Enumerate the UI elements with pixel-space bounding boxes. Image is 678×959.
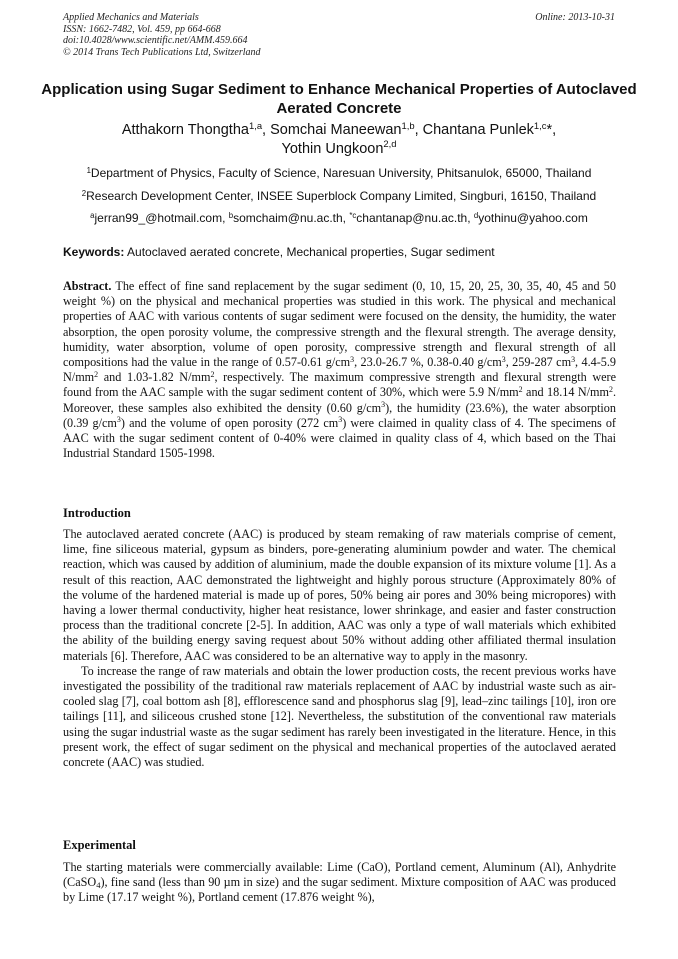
corresponding-mark: *, [546,122,557,138]
abstract-text: and 1.03-1.82 N/mm [98,370,211,385]
paragraph-text: The starting materials were commercially available: Lime (CaO), Portland cement, Aluminum (Al), Anhydrite (CaSO [63,860,616,890]
affiliation-text: Research Development Center, INSEE Superblock Company Limited, Singburi, 16150, Thailand [86,189,597,203]
email-link[interactable]: chantanap@nu.ac.th, [356,211,474,225]
keywords-text: Autoclaved aerated concrete, Mechanical properties, Sugar sediment [124,245,495,259]
abstract-text: , 23.0-26.7 %, 0.38-0.40 g/cm [354,355,502,370]
abstract-text: ), the humidity (23.6%), the water absorption (0.39 g/cm [63,400,616,430]
affiliation-1 [30,166,648,181]
superscript: 2 [94,369,99,379]
online-date: Online: 2013-10-31 [535,12,615,23]
issn-line: ISSN: 1662-7482, Vol. 459, pp 664-668 [63,23,221,35]
email-sup: a [90,210,95,220]
author-sup: 1,a [248,119,263,131]
abstract-text: , respectively. The maximum compressive strength and flexural strength were found from the AAC sample with the sugar sediment content of 30%, which were 5.9 N/mm [63,370,616,400]
email-sup: *c [349,210,357,220]
subscript: 4 [96,880,101,891]
author-sep: , [414,122,423,138]
author-name: Yothin Ungkoon [281,140,384,157]
experimental-body [63,860,616,906]
author-name: Somchai Maneewan [270,122,402,138]
abstract-text: ) were claimed in quality class of 4. The specimens of AAC with the sugar sediment content of 0-40% were claimed in quality class of 4, which based on the Thai Industrial Standard 1505-1998. [63,415,616,461]
author-sup: 1,c [533,119,547,131]
email-link[interactable]: jerran99_@hotmail.com, [94,211,229,225]
author-sep: , [262,122,271,138]
abstract-label: Abstract. [63,279,112,293]
introduction-body [63,527,616,770]
abstract [63,279,616,461]
abstract-text: The effect of fine sand replacement by the sugar sediment (0, 10, 15, 20, 25, 30, 35, 40, 45 and 50 weight %) on the physical and mechanical properties was studied in this work. The physical and mechanical properties of AAC with various contents of sugar sediment were focused on the density, the humidity, the water absorption, the open porosity volume, the compressive strength and the flexural strength. The average density, humidity, water absorption, volume of open porosity, compressive strength and flexural strength of all compositions had the value in the range of 0.57-0.61 g/cm [63,279,616,370]
email-link[interactable]: somchaim@nu.ac.th, [233,211,350,225]
doi-line[interactable]: doi:10.4028/www.scientific.net/AMM.459.664 [63,35,248,46]
email-sup: b [228,210,234,220]
superscript: 2 [210,369,215,379]
author-sup: 2,d [383,138,397,150]
affiliation-2 [30,189,648,204]
affiliation-num: 2 [81,188,87,198]
paragraph-text: ), fine sand (less than 90 µm in size) and the sugar sediment. Mixture composition of AAC was produced by Lime (17.17 weight %), Portland cement (17.876 weight %), [63,875,616,905]
keywords [63,245,618,260]
author-sup: 1,b [401,119,415,131]
paragraph: The autoclaved aerated concrete (AAC) is produced by steam remaking of raw materials comprise of cement, lime, fine siliceous material, gypsum as binders, pore-generating aluminium powder and water. The chemical reaction, which was caused by addition of aluminium, made the double expansion of its mixture volume [1]. As a result of this reaction, AAC demonstrated the lightweight and highly porous structure (Approximately 80% of the volume of the hardened material is made up of pores, 50% being air pores and 30% being micropores) with having a lower thermal conductivity, higher heat resistance, lower shrinkage, and easier and faster construction process than the traditional concrete [2-5]. In addition, AAC was only a type of wall materials which exhibited the ability of the building energy saving request about 50% without adding other affiliated thermal insulation materials [6]. Therefore, AAC was considered to be an alternative way to apply in the masonry. [63,527,616,663]
email-sup: d [473,210,479,220]
email-link[interactable]: yothinu@yahoo.com [478,211,588,225]
superscript: 3 [116,415,121,425]
superscript: 3 [501,354,506,364]
paper-title: Application using Sugar Sediment to Enhance Mechanical Properties of Autoclaved Aerated Concrete [41,81,637,117]
section-heading-experimental: Experimental [63,838,136,852]
copyright-line: © 2014 Trans Tech Publications Ltd, Switzerland [63,46,261,58]
author-name: Chantana Punlek [422,122,534,138]
abstract-text: ) and the volume of open porosity (272 cm [120,415,339,430]
email-line [30,211,648,226]
affiliation-text: Department of Physics, Faculty of Science, Naresuan University, Phitsanulok, 65000, Thailand [90,166,592,180]
abstract-text: , 4.4-5.9 N/mm [63,355,617,385]
abstract-text: and 18.14 N/mm [522,385,609,400]
superscript: 2 [608,385,613,395]
keywords-label: Keywords: [63,245,125,259]
affiliation-num: 1 [86,165,91,175]
paragraph: To increase the range of raw materials and obtain the lower production costs, the recent previous works have investigated the possibility of the traditional raw materials replacement of AAC by industrial waste such as air-cooled slag [7], coal bottom ash [8], efflorescence sand and phosphorus slag [9], lead–zinc tailings [10], iron ore tailings [11], and siliceous crushed stone [12]. Nevertheless, the substitution of the conventional raw materials using the sugar industrial waste as the sugar sediment has rarely been investigated in the literature. Hence, in this present work, the effect of sugar sediment on the physical and mechanical properties of the autoclaved aerated concrete (AAC) was studied. [63,663,616,770]
superscript: 3 [381,400,386,410]
abstract-text: , 259-287 cm [505,355,572,370]
author-name: Atthakorn Thongtha [121,122,249,138]
superscript: 2 [518,385,523,395]
abstract-text: . Moreover, these samples also exhibited the density (0.60 g/cm [63,385,616,415]
author-list [40,121,638,158]
superscript: 3 [571,354,576,364]
superscript: 3 [338,415,343,425]
superscript: 3 [350,354,355,364]
journal-name: Applied Mechanics and Materials [63,12,199,23]
section-heading-introduction: Introduction [63,506,131,520]
journal-header [63,12,615,58]
